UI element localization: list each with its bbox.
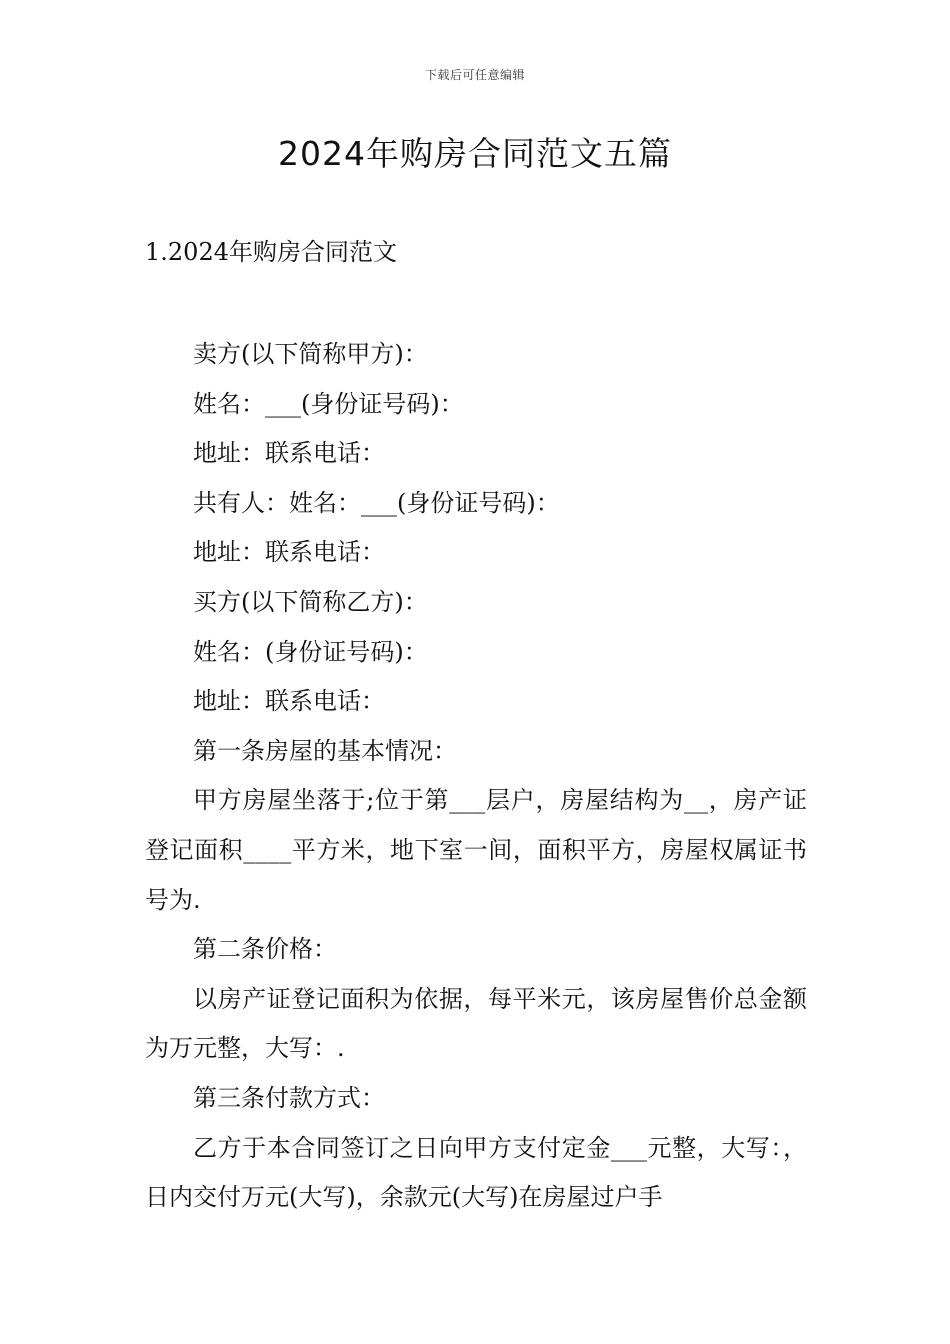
seller-name-line: 姓名：___(身份证号码)： — [193, 389, 464, 418]
buyer-address-line: 地址：联系电话： — [193, 687, 385, 716]
article-3-body: 乙方于本合同签订之日向甲方支付定金___元整，大写：，日内交付万元(大写)，余款元(大写)在房屋过户手 — [145, 1133, 807, 1212]
article-2-body: 以房产证登记面积为依据，每平米元，该房屋售价总金额为万元整，大写：. — [145, 984, 807, 1063]
seller-label: 卖方(以下简称甲方)： — [193, 340, 428, 368]
article-1-body: 甲方房屋坐落于;位于第___层户，房屋结构为__，房产证登记面积____平方米，地下室一间，面积平方，房屋权属证书号为. — [145, 786, 807, 914]
document-title: 2024年购房合同范文五篇 — [278, 134, 672, 173]
co-owner-name-line: 共有人：姓名：___(身份证号码)： — [193, 488, 560, 517]
section-heading: 1.2024年购房合同范文 — [145, 238, 397, 266]
header-note: 下载后可任意编辑 — [424, 68, 525, 82]
buyer-label: 买方(以下简称乙方)： — [193, 587, 428, 616]
seller-address-line: 地址：联系电话： — [193, 439, 385, 468]
buyer-name-line: 姓名：(身份证号码)： — [193, 637, 428, 666]
contract-body — [145, 330, 807, 1223]
article-1-heading: 第一条房屋的基本情况： — [193, 736, 457, 765]
article-2-heading: 第二条价格： — [193, 935, 337, 964]
article-3-heading: 第三条付款方式： — [193, 1083, 385, 1112]
co-owner-address-line: 地址：联系电话： — [193, 538, 385, 567]
